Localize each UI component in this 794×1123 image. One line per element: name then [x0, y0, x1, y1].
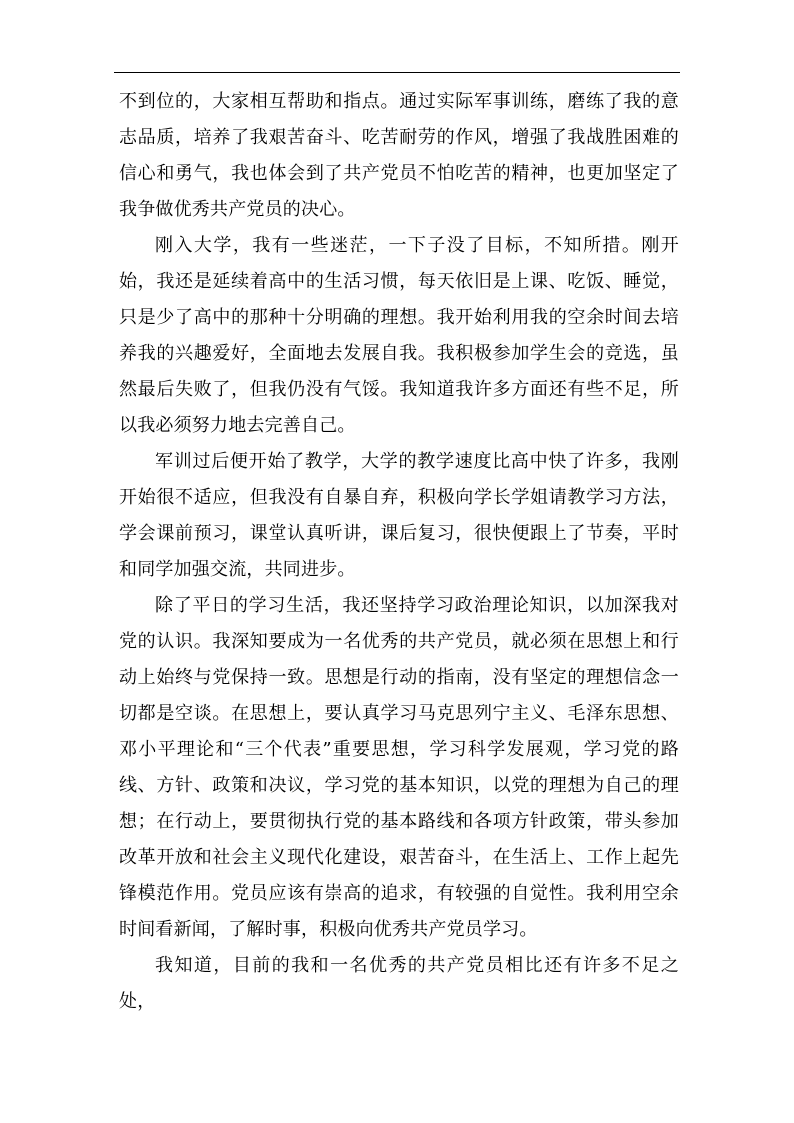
paragraph-continuation: 不到位的，大家相互帮助和指点。通过实际军事训练，磨练了我的意志品质，培养了我艰苦奋斗、吃苦耐劳的作风，增强了我战胜困难的信心和勇气，我也体会到了共产党员不怕吃苦的精神，也更加坚定了我争做优秀共产党员的决心。 [119, 91, 679, 220]
paragraph-university-start: 刚入大学，我有一些迷茫，一下子没了目标，不知所措。刚开始，我还是延续着高中的生活习惯，每天依旧是上课、吃饭、睡觉，只是少了高中的那种十分明确的理想。我开始利用我的空余时间去培养我的兴趣爱好，全面地去发展自我。我积极参加学生会的竞选，虽然最后失败了，但我仍没有气馁。我知道我许多方面还有些不足，所以我必须努力地去完善自己。 [119, 235, 679, 436]
body-text [119, 84, 679, 1020]
paragraph-shortcomings: 我知道，目前的我和一名优秀的共产党员相比还有许多不足之处， [119, 955, 679, 1012]
header-rule [114, 72, 680, 73]
paragraph-political-theory: 除了平日的学习生活，我还坚持学习政治理论知识，以加深我对党的认识。我深知要成为一名优秀的共产党员，就必须在思想上和行动上始终与党保持一致。思想是行动的指南，没有坚定的理想信念一切都是空谈。在思想上，要认真学习马克思列宁主义、毛泽东思想、邓小平理论和“三个代表”重要思想，学习科学发展观，学习党的路线、方针、政策和决议，学习党的基本知识，以党的理想为自己的理想；在行动上，要贯彻执行党的基本路线和各项方针政策，带头参加改革开放和社会主义现代化建设，艰苦奋斗，在生活上、工作上起先锋模范作用。党员应该有崇高的追求，有较强的自觉性。我利用空余时间看新闻，了解时事，积极向优秀共产党员学习。 [119, 595, 679, 940]
paragraph-study: 军训过后便开始了教学，大学的教学速度比高中快了许多，我刚开始很不适应，但我没有自暴自弃，积极向学长学姐请教学习方法，学会课前预习，课堂认真听讲，课后复习，很快便跟上了节奏，平时和同学加强交流，共同进步。 [119, 451, 679, 580]
